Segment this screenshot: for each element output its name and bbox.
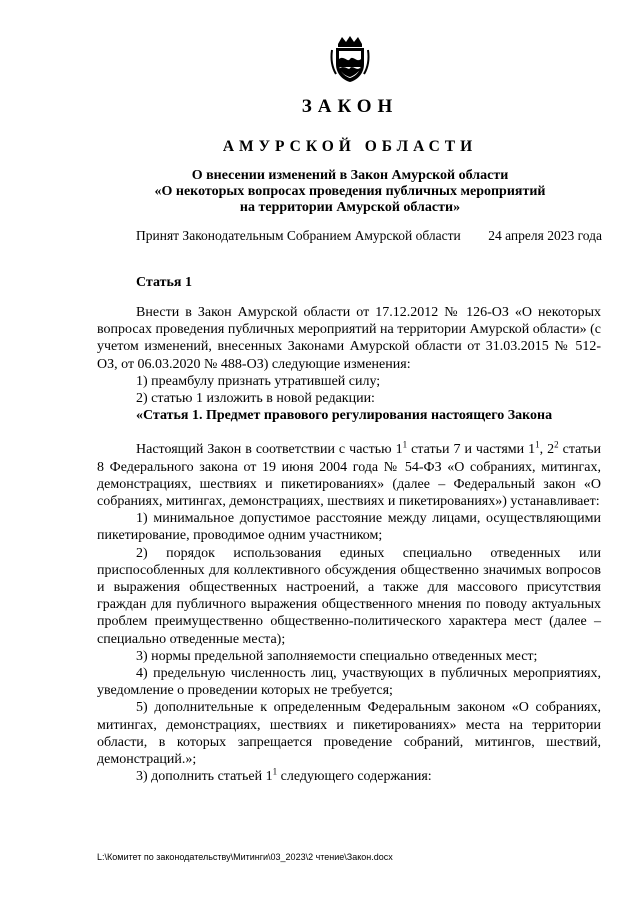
main-paragraph	[97, 441, 601, 510]
sub-item: 3) нормы предельной заполняемости специально отведенных мест;	[136, 648, 538, 664]
list-item: 2) статью 1 изложить в новой редакции:	[136, 391, 375, 407]
amur-region-coat-of-arms-icon	[328, 34, 372, 84]
sub-item: 4) предельную численность лиц, участвующих в публичных мероприятиях, уведомление о проведении которых не требуется;	[97, 666, 601, 699]
document-subtitle: АМУРСКОЙ ОБЛАСТИ	[222, 138, 478, 155]
text-run: Настоящий Закон в соответствии с частью 1	[136, 442, 403, 458]
document-title: ЗАКОН	[301, 96, 399, 117]
superscript: 2	[554, 439, 559, 450]
law-title-line: О внесении изменений в Закон Амурской области	[191, 168, 509, 183]
text-run: статьи 7 и частями 1	[407, 442, 536, 458]
list-item: 1) преамбулу признать утратившей силу;	[136, 373, 381, 389]
sub-item: 1) минимальное допустимое расстояние между лицами, осуществляющими пикетирование, проводимое одним участником;	[97, 511, 601, 544]
article-heading: Статья 1	[136, 275, 192, 290]
article-intro: Внести в Закон Амурской области от 17.12.2012 № 126-ОЗ «О некоторых вопросах проведения публичных мероприятий на территории Амурской области» (с учетом изменений, внесенных Законами Амурской области от 31.03.2015 № 512-ОЗ, от 06.03.2020 № 488-ОЗ) следующие изменения:	[97, 305, 601, 372]
sub-item: 5) дополнительные к определенным Федеральным законом «О собраниях, митингах, демонстрациях, шествиях и пикетированиях» места на территории области, в которых запрещается проведение собраний, митингов, шествий, демонстраций.»;	[97, 700, 601, 768]
text-run: 3) дополнить статьей 1	[136, 769, 273, 785]
new-article-title: «Статья 1. Предмет правового регулирования настоящего Закона	[136, 408, 553, 424]
text-run: следующего содержания:	[277, 769, 432, 785]
sub-item: 2) порядок использования единых специально отведенных или приспособленных для коллективного обсуждения общественно значимых вопросов и выражения общественных настроений, а также для массового присутствия граждан для публичного выражения общественного мнения по поводу актуальных проблем преимущественно общественно-политического характера мест (далее – специально отведенные места);	[97, 545, 601, 647]
superscript: 1	[402, 439, 408, 450]
list-item	[97, 768, 601, 785]
law-title	[0, 168, 640, 216]
superscript: 1	[535, 439, 540, 450]
adopted-date: 24 апреля 2023 года	[488, 228, 602, 243]
law-title-line: «О некоторых вопросах проведения публичных мероприятий	[154, 184, 546, 199]
law-title-line: на территории Амурской области»	[239, 200, 461, 215]
adoption-line	[136, 228, 602, 244]
article-body	[97, 304, 601, 785]
text-run: , 2	[539, 442, 555, 458]
text-run: статьи 8 Федерального закона от 19 июня 2004 года № 54-ФЗ «О собраниях, митингах, демонстрациях, шествиях и пикетированиях» (далее – Федеральный закон «О собраниях, митингах, демонстрациях, шествиях и пикетированиях») устанавливает:	[97, 442, 601, 510]
file-path-footer: L:\Комитет по законодательству\Митинги\03_2023\2 чтение\Закон.docx	[97, 852, 393, 862]
superscript: 1	[272, 766, 278, 777]
adopted-by: Принят Законодательным Собранием Амурской области	[136, 228, 461, 243]
